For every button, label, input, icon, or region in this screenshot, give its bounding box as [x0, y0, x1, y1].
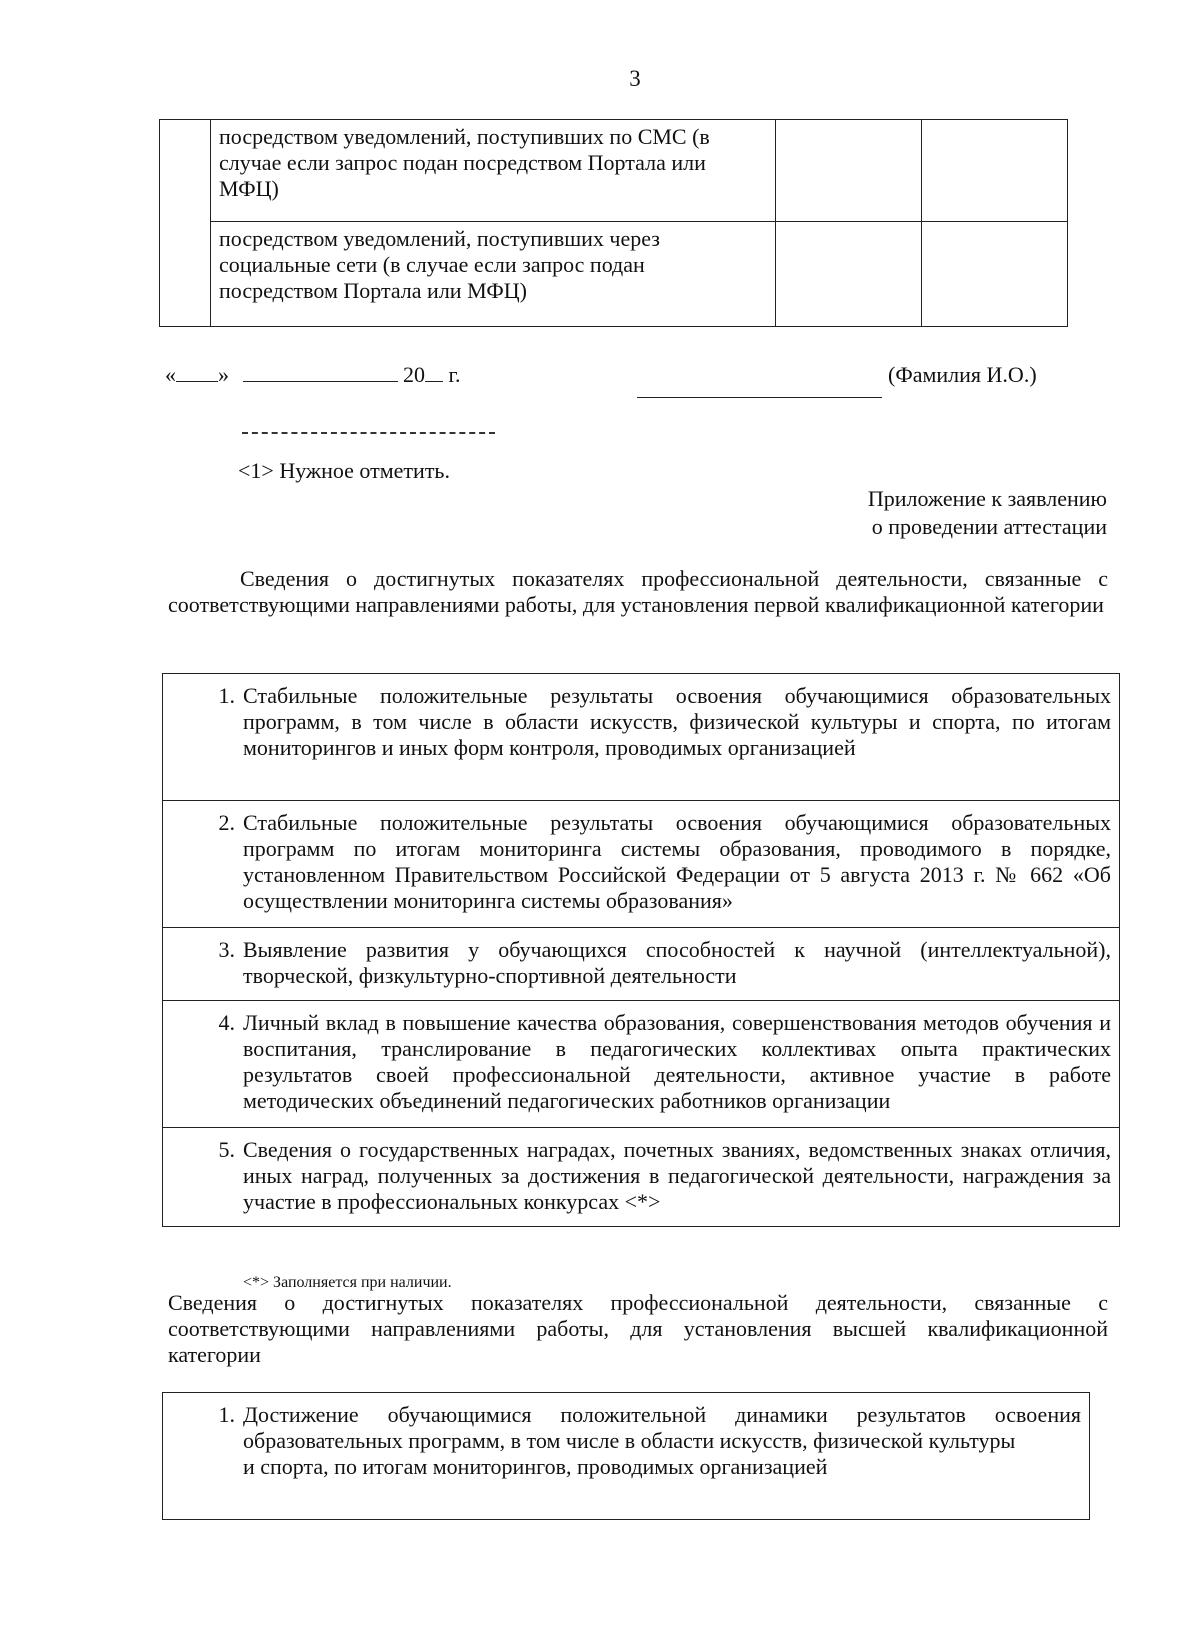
table-cell: [160, 222, 211, 327]
item-number: 4.: [218, 1010, 235, 1035]
appendix-line-2: о проведении аттестации: [871, 514, 1107, 539]
table-cell: [163, 801, 1120, 928]
first-category-table: [162, 673, 1120, 1227]
table-row: [163, 674, 1120, 801]
table-row: [163, 928, 1120, 1001]
item-text: Стабильные положительные результаты освоения обучающимися образовательных программ по итогам мониторинга системы образования, проводимого в порядке, установленном Правительством Российской Федерации от 5 августа 2013 г. № 662 «Об осуществлении мониторинга системы образования»: [243, 810, 1111, 913]
page-number: 3: [629, 66, 641, 91]
list-item: [205, 683, 1111, 761]
day-blank: [176, 363, 218, 382]
table-cell: посредством уведомлений, поступивших по СМС (в случае если запрос подан посредством Портала или МФЦ): [211, 120, 776, 222]
table-row: [163, 1001, 1120, 1128]
section1-heading: Сведения о достигнутых показателях профессиональной деятельности, связанные с соответствующими направлениями работы, для установления первой квалификационной категории: [168, 566, 1108, 617]
list-item: [205, 1010, 1111, 1114]
table-cell: [163, 1001, 1120, 1128]
table-cell: [776, 222, 922, 327]
item-text: Личный вклад в повышение качества образования, совершенствования методов обучения и воспитания, транслирование в педагогических коллективах опыта практических результатов своей профессиональной деятельности, активное участие в работе методических объединений педагогических работников организации: [243, 1010, 1111, 1113]
appendix-caption: [868, 485, 1107, 541]
item-text: Выявление развития у обучающихся способностей к научной (интеллектуальной), творческой, физкультурно-спортивной деятельности: [243, 937, 1111, 988]
table-cell: [922, 120, 1068, 222]
table-cell: посредством уведомлений, поступивших через социальные сети (в случае если запрос подан посредством Портала или МФЦ): [211, 222, 776, 327]
table-cell: [163, 1128, 1120, 1227]
section2-heading: Сведения о достигнутых показателях профессиональной деятельности, связанные с соответствующими направлениями работы, для установления высшей квалификационной категории: [168, 1290, 1108, 1367]
item-number: 5.: [218, 1137, 235, 1162]
item-text-line-1: Достижение обучающимися положительной динамики результатов освоения образовательных программ, в том числе в области искусств, физической культуры: [243, 1402, 1081, 1453]
close-quote: »: [218, 362, 229, 387]
open-quote: «: [165, 362, 176, 387]
table-cell: [163, 674, 1120, 801]
table-cell: [922, 222, 1068, 327]
table-row: [160, 222, 1068, 327]
item-number: 3.: [218, 937, 235, 962]
date-field: [165, 362, 461, 388]
footnote-separator: [242, 432, 495, 434]
table-row: [163, 1393, 1090, 1520]
item-text: Стабильные положительные результаты освоения обучающимися образовательных программ, в том числе в области искусств, физической культуры и спорта, по итогам мониторингов и иных форм контроля, проводимых организацией: [243, 683, 1111, 760]
table-cell: [163, 1393, 1090, 1520]
year-prefix: 20: [403, 362, 425, 387]
list-item: [205, 937, 1111, 989]
year-blank: [425, 363, 443, 382]
item-number: 2.: [218, 810, 235, 835]
table-cell: [163, 928, 1120, 1001]
appendix-line-1: Приложение к заявлению: [867, 486, 1107, 511]
table-cell: [776, 120, 922, 222]
list-item: [205, 1402, 1081, 1480]
item-number: 1.: [218, 683, 235, 708]
month-blank: [243, 363, 398, 382]
signature-line: [637, 397, 882, 398]
item-text: Сведения о государственных наградах, почетных званиях, ведомственных знаках отличия, иных наград, полученных за достижения в педагогической деятельности, награждения за участие в профессиональных конкурсах <*>: [243, 1137, 1111, 1214]
item-number: 1.: [218, 1402, 235, 1427]
table-row: [163, 1128, 1120, 1227]
footnote-star: <*> Заполняется при наличии.: [243, 1274, 452, 1291]
notification-methods-table: [159, 119, 1068, 327]
highest-category-table: [162, 1392, 1090, 1520]
year-suffix: г.: [448, 362, 461, 387]
name-label: (Фамилия И.О.): [888, 362, 1037, 387]
list-item: [205, 810, 1111, 914]
list-item: [205, 1137, 1111, 1215]
table-row: [160, 120, 1068, 222]
table-cell: [160, 120, 211, 222]
table-row: [163, 801, 1120, 928]
footnote-1: <1> Нужное отметить.: [238, 458, 450, 483]
item-text-line-2: и спорта, по итогам мониторингов, проводимых организацией: [243, 1454, 828, 1479]
